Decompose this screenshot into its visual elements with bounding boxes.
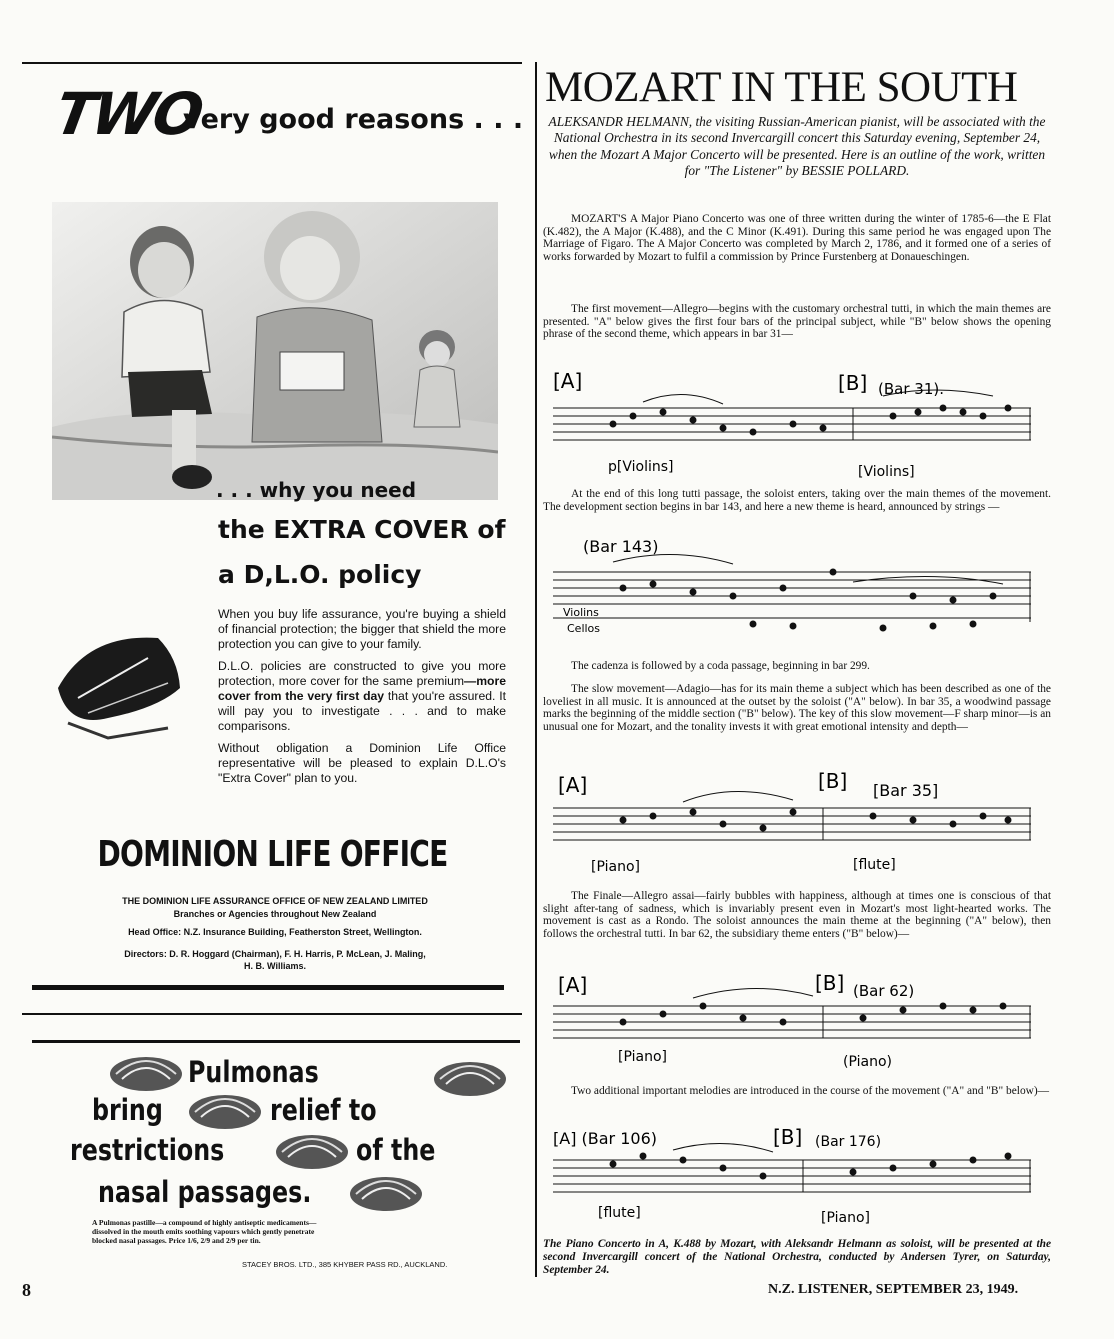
score-5-label-b: [B]	[773, 1125, 803, 1149]
pulmonas-line-3a: restrictions	[70, 1133, 225, 1167]
score-3-inst-1: [Piano]	[591, 859, 640, 875]
dlo-para-3: Without obligation a Dominion Life Office representative will be pleased to explain D.L.O's "Extra Cover" plan to you.	[218, 740, 506, 786]
score-3-label-b: [B]	[818, 769, 848, 793]
para-5: The slow movement—Adagio—has for its main theme a subject which has been described as one of the loveliest in all music. It is announced at the outset by the soloist ("A" below). In bar 35, a woodwind passage marks the beginning of the middle section ("B" below). The key of this slow movement—F sharp minor—is an unusual one for Mozart, and the tonality invests it with great emotional intensity and depth—	[543, 683, 1051, 733]
why-you-need: . . . why you need	[216, 478, 417, 502]
pastille-image	[346, 1173, 426, 1215]
music-score-4	[553, 966, 1033, 1076]
closing-caption: The Piano Concerto in A, K.488 by Mozart, with Aleksandr Helmann as soloist, will be presented at the second Invercargill concert of the National Orchestra, conducted by Andersen Tyrer, on Saturday, September 24.	[543, 1238, 1051, 1276]
pulmonas-ad	[20, 1013, 525, 1275]
company-name: THE DOMINION LIFE ASSURANCE OFFICE OF NEW ZEALAND LIMITED	[122, 896, 428, 906]
score-5-label-a: [A] (Bar 106)	[553, 1129, 657, 1148]
umbrella-icon	[48, 628, 188, 748]
pulmonas-line-2b: relief to	[270, 1093, 377, 1127]
score-1-inst-2: [Violins]	[858, 464, 915, 480]
score-4-inst-1: [Piano]	[618, 1049, 667, 1065]
music-score-2	[553, 532, 1033, 652]
para-2: The first movement—Allegro—begins with the customary orchestral tutti, in which the main themes are presented. "A" below gives the first four bars of the principal subject, while "B" below shows the opening phrase of the second theme, which appears in bar 31—	[543, 303, 1051, 341]
article-para-2	[543, 303, 1051, 341]
score-2-inst-2: Cellos	[567, 622, 601, 635]
dlo-body-text	[218, 607, 506, 792]
music-score-3	[553, 766, 1033, 881]
score-2-inst-1: Violins	[563, 606, 599, 619]
dominion-life-office-title: DOMINION LIFE OFFICE	[97, 834, 448, 875]
two-heading: TWO	[50, 80, 206, 148]
para-3: At the end of this long tutti passage, the soloist enters, taking over the main themes of the movement. The development section begins in bar 143, and here a new theme is heard, announced by strings —	[543, 488, 1051, 513]
score-5-bar: (Bar 176)	[815, 1134, 882, 1150]
page-footer: N.Z. LISTENER, SEPTEMBER 23, 1949.	[768, 1282, 1019, 1297]
pastille-image	[185, 1091, 265, 1133]
score-3-bar: [Bar 35]	[873, 781, 939, 800]
score-4-label-b: [B]	[815, 971, 845, 995]
score-4-label-a: [A]	[558, 973, 588, 997]
pulmonas-line-3b: of the	[356, 1133, 436, 1167]
pulmonas-small-2: dissolved in the mouth emits soothing vapours which gently penetrate	[92, 1227, 315, 1236]
children-photo	[52, 202, 498, 500]
article-para-5	[543, 683, 1051, 733]
pulmonas-small-print	[92, 1218, 452, 1245]
score-5-inst-1: [flute]	[598, 1205, 641, 1221]
dlo-bottom-rule	[32, 985, 504, 990]
article-para-6	[543, 890, 1051, 940]
pulmonas-line-4: nasal passages.	[98, 1175, 312, 1209]
score-1-inst-1: p[Violins]	[608, 459, 674, 475]
pastille-image	[430, 1058, 510, 1100]
dlo-para-2-bold: —more cover from the very first day	[218, 673, 506, 704]
para-1: MOZART'S A Major Piano Concerto was one of three written during the winter of 1785-6—the E Flat (K.482), the A Major (K.488), and the C Minor (K.491). During this same period he was engaged upon The Marriage of Figaro. The A Major Concerto was completed by March 2, 1786, and it formed one of a series of works forwarded by Mozart to fulfil a commission by Prince Furstenberg at Donaueschingen.	[543, 213, 1051, 263]
article-para-3	[543, 488, 1051, 513]
score-3-label-a: [A]	[558, 773, 588, 797]
pulmonas-line-2a: bring	[92, 1093, 163, 1127]
score-2-bar: (Bar 143)	[583, 537, 659, 556]
directors-line: Directors: D. R. Hoggard (Chairman), F. H. Harris, P. McLean, J. Maling,	[124, 949, 426, 959]
dlo-para-2b: that you're assured. It will pay you to investigate . . . and to make comparisons.	[218, 689, 507, 734]
pastille-image	[272, 1131, 352, 1173]
pastille-image	[106, 1053, 186, 1095]
column-divider	[535, 62, 537, 1277]
para-7: Two additional important melodies are introduced in the course of the movement ("A" and "B" below)—	[571, 1085, 1050, 1097]
score-3-inst-2: [flute]	[853, 857, 896, 873]
article-headline: MOZART IN THE SOUTH	[545, 64, 1018, 111]
score-5-inst-2: [Piano]	[821, 1210, 870, 1226]
pulmonas-line-1: Pulmonas	[188, 1055, 319, 1089]
dominion-life-ad	[20, 60, 525, 1000]
score-4-inst-2: (Piano)	[843, 1054, 892, 1070]
stacey-bros-address: STACEY BROS. LTD., 385 KHYBER PASS RD., AUCKLAND.	[242, 1260, 448, 1269]
music-score-5	[553, 1122, 1033, 1234]
score-1-bar: (Bar 31).	[878, 380, 944, 398]
dlo-para-1: When you buy life assurance, you're buying a shield of financial protection; the bigger that shield the more protection you can give to your family.	[218, 607, 506, 652]
para-6: The Finale—Allegro assai—fairly bubbles with happiness, although at times one is conscious of that slight after-tang of sadness, which is invariably present even in Mozart's most light-hearted works. The movement is cast as a Rondo. The soloist announces the main theme at the beginning ("A" below), then follows the orchestral tutti. In bar 62, the subsidiary theme enters ("B" below)—	[543, 890, 1051, 940]
directors-line-2: H. B. Williams.	[244, 961, 306, 971]
article-para-4	[543, 660, 1051, 673]
article-para-1	[543, 213, 1051, 263]
pulmonas-small-1: A Pulmonas pastille—a compound of highly antiseptic medicaments—	[92, 1218, 317, 1227]
article-para-7	[543, 1085, 1051, 1098]
para-4: The cadenza is followed by a coda passage, beginning in bar 299.	[571, 660, 870, 672]
score-1-label-b: [B]	[838, 371, 868, 395]
extra-cover-heading: the EXTRA COVER of	[218, 515, 506, 544]
article-intro: ALEKSANDR HELMANN, the visiting Russian-American pianist, will be associated with the National Orchestra in its second Invercargill concert this Saturday evening, September 24, when the Mozart A Major Concerto will be presented. Here is an outline of the work, written for "The Listener" by BESSIE POLLARD.	[548, 114, 1046, 179]
music-score-1	[553, 366, 1033, 481]
score-1-label-a: [A]	[553, 369, 583, 393]
children-photo-image	[52, 202, 498, 500]
page-number: 8	[22, 1280, 31, 1300]
pulmonas-small-3: blocked nasal passages. Price 1/6, 2/9 and 2/9 per tin.	[92, 1236, 261, 1245]
reasons-heading: very good reasons . . .	[183, 104, 524, 135]
dlo-policy-heading: a D,L.O. policy	[218, 560, 422, 589]
score-4-bar: (Bar 62)	[853, 982, 915, 1000]
dlo-para-2a: D.L.O. policies are constructed to give you more protection, more cover for the same premium	[218, 658, 506, 688]
dlo-para-2	[218, 659, 506, 735]
branches-line: Branches or Agencies throughout New Zealand	[173, 909, 377, 919]
head-office-line: Head Office: N.Z. Insurance Building, Featherston Street, Wellington.	[128, 927, 422, 937]
